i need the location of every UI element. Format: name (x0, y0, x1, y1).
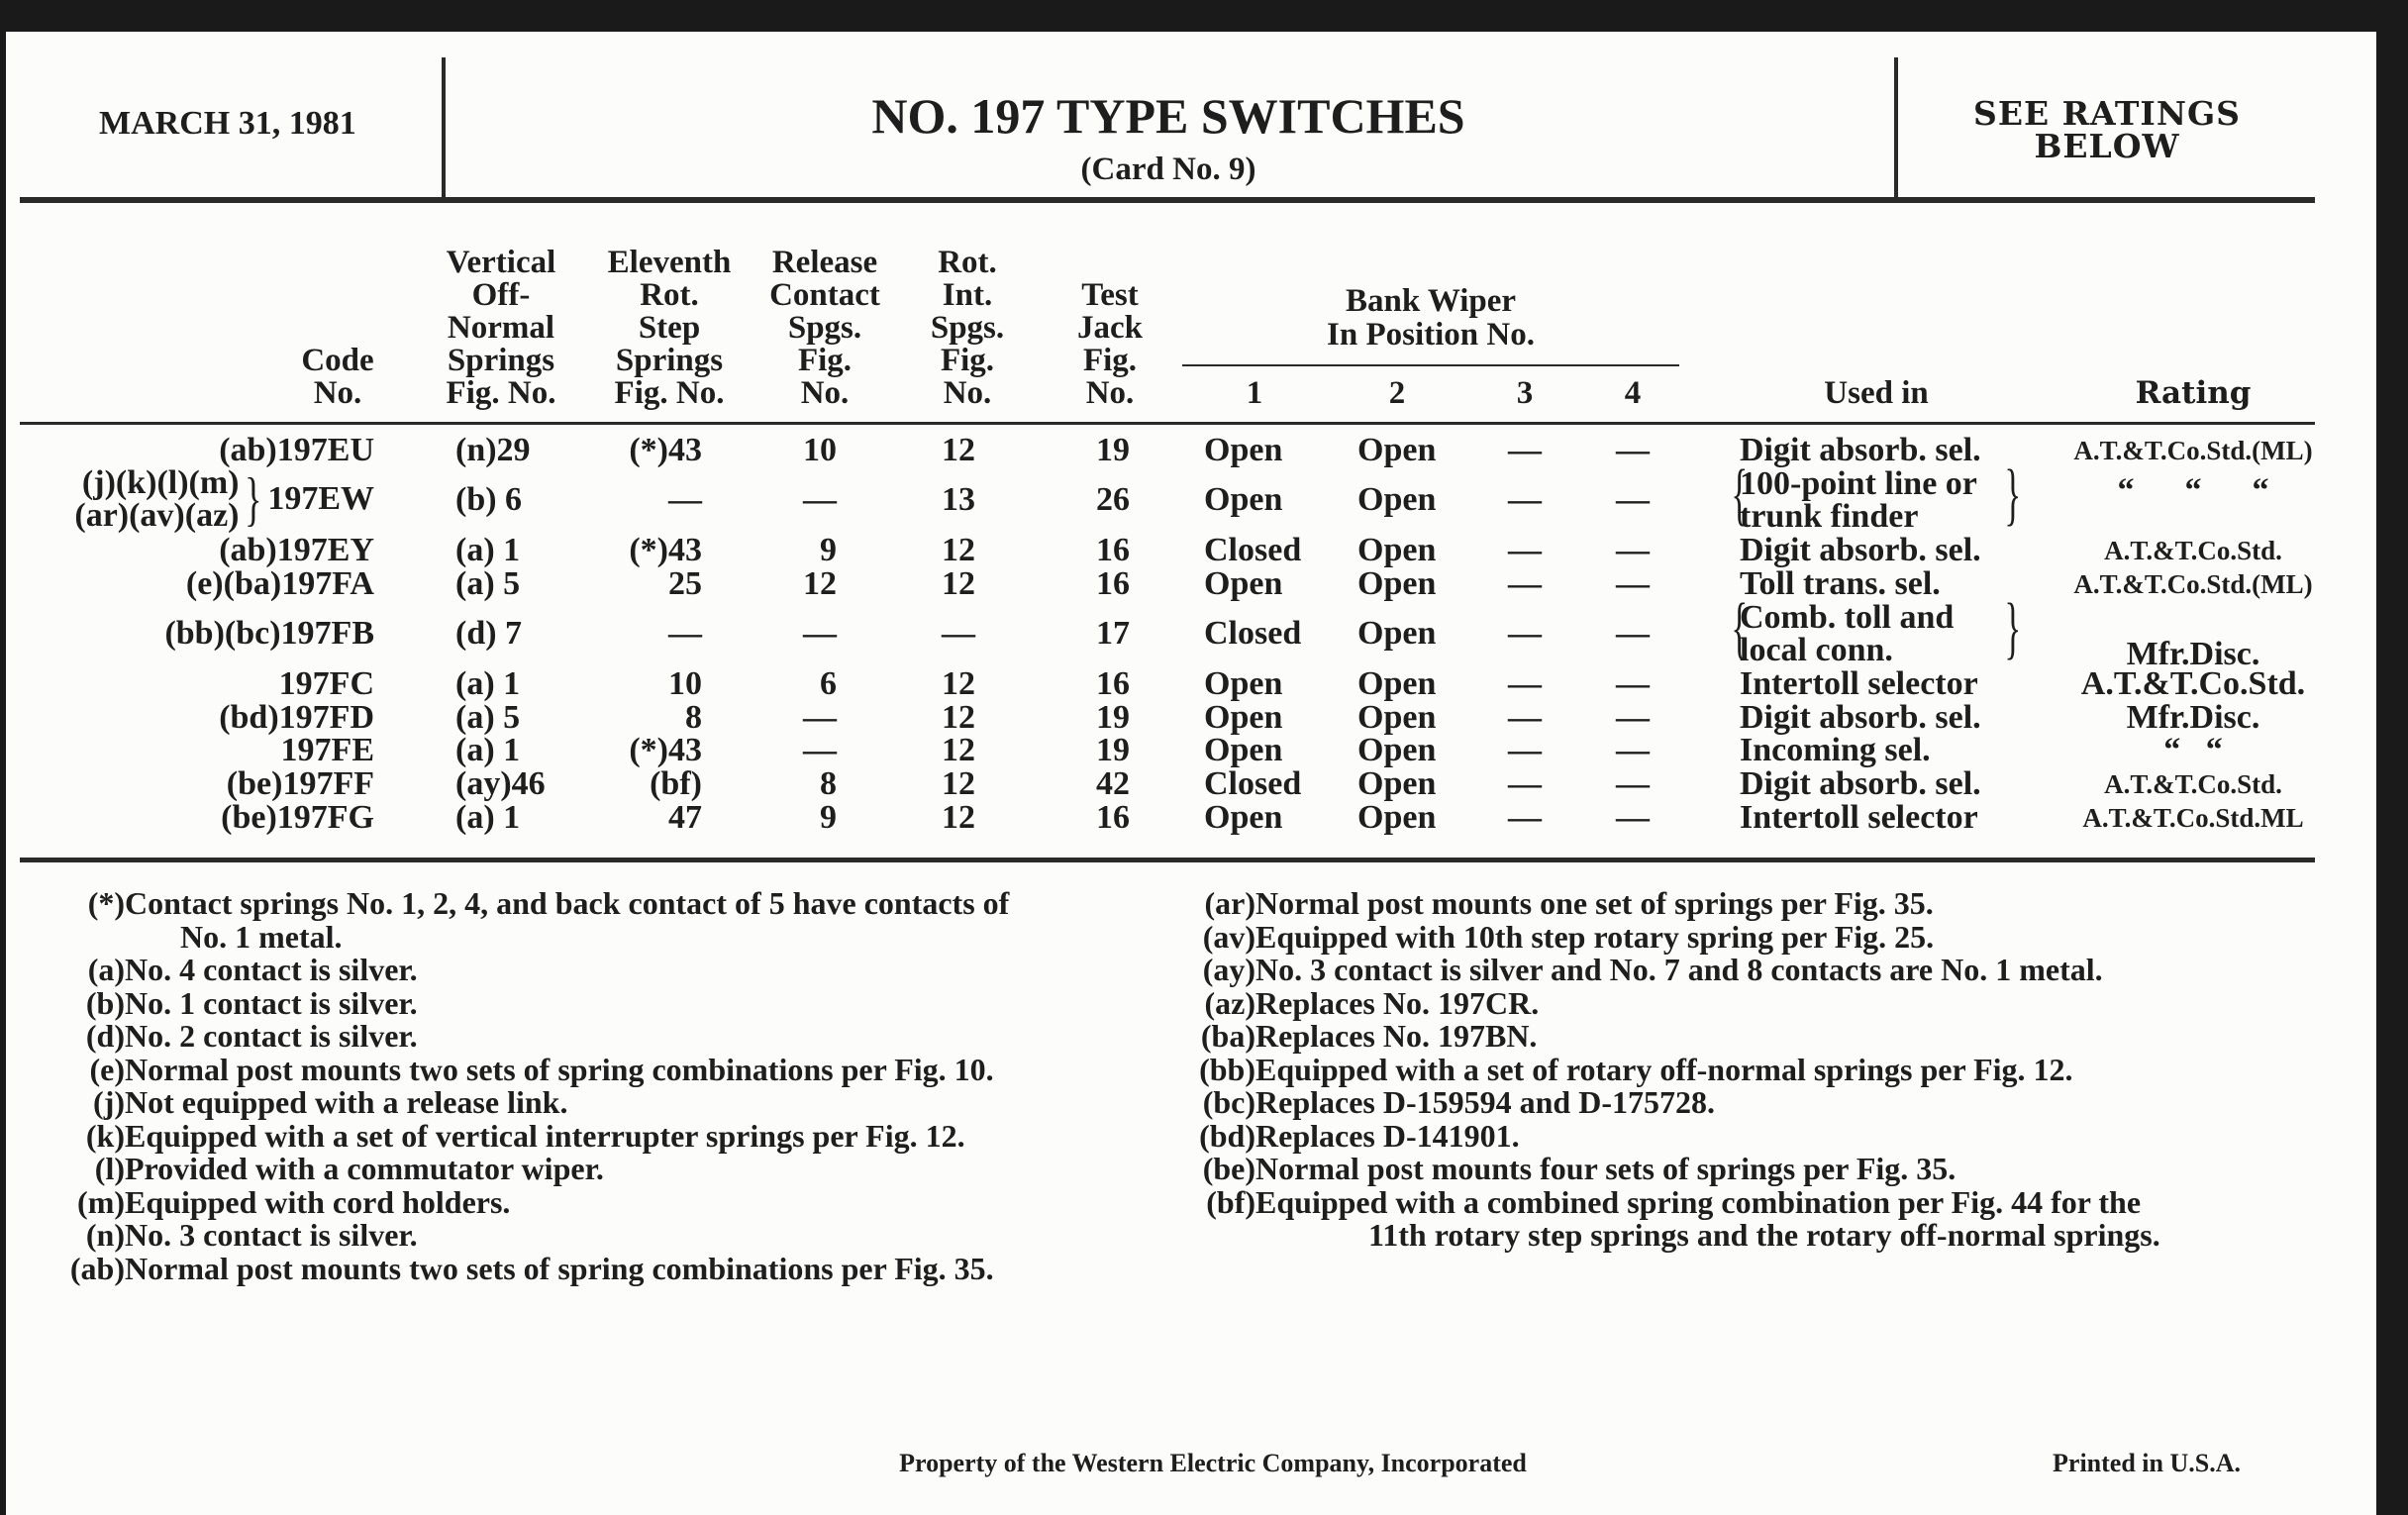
column-header-bank-position: 2 (1388, 375, 1406, 411)
column-header-code: No. (313, 375, 362, 411)
bank-position-2-cell: Open (1357, 481, 1437, 518)
used-in-cell: local conn. (1740, 632, 1893, 668)
footnote-text: Equipped with a set of vertical interrupter springs per Fig. 12. (125, 1117, 965, 1154)
footnote-text: Normal post mounts two sets of spring combinations per Fig. 10. (125, 1051, 994, 1087)
rating-cell: Mfr.Disc. (2126, 636, 2260, 672)
code-prefix: (ab) (219, 532, 277, 568)
used-in-cell: trunk finder (1740, 498, 1919, 535)
rot-int-cell: 12 (942, 432, 975, 468)
test-jack-cell: 19 (1096, 699, 1130, 736)
used-in-cell: Digit absorb. sel. (1740, 765, 1981, 802)
column-header-release: Release (771, 245, 878, 280)
bank-position-1-cell: Open (1204, 665, 1283, 702)
column-header-eleventh: Fig. No. (614, 375, 725, 411)
vertical-springs-cell: (a) 1 (455, 732, 521, 768)
bank-position-2-cell: Open (1357, 699, 1437, 736)
bank-position-4-cell: — (1616, 481, 1650, 518)
eleventh-step-cell: 10 (668, 665, 702, 702)
eleventh-step-cell: — (668, 481, 702, 518)
vertical-springs-cell: (ay)46 (455, 765, 546, 802)
bank-position-2-cell: Open (1357, 565, 1437, 602)
footnote-text: No. 2 contact is silver. (125, 1018, 418, 1054)
column-header-eleventh: Step (638, 310, 701, 346)
footnote (1137, 954, 2103, 987)
footnote-text: No. 1 contact is silver. (125, 984, 418, 1021)
vertical-springs-cell: (b) 6 (455, 481, 523, 518)
column-header-eleventh: Springs (615, 343, 724, 378)
column-header-rot-int: Spgs. (930, 310, 1005, 346)
column-header-vertical: Vertical (446, 245, 556, 280)
footnote-label: (j) (93, 1084, 125, 1120)
footnote (6, 1086, 567, 1120)
used-in-cell: Intertoll selector (1740, 799, 1978, 836)
bank-position-1-cell: Open (1204, 432, 1283, 468)
page-title: NO. 197 TYPE SWITCHES (871, 88, 1465, 144)
bank-position-2-cell: Open (1357, 799, 1437, 836)
code-number: 197FF (282, 765, 374, 802)
eleventh-step-cell: 25 (668, 565, 702, 602)
footnote-text: Normal post mounts two sets of spring combinations per Fig. 35. (125, 1250, 994, 1286)
bank-position-3-cell: — (1508, 699, 1542, 736)
code-cell (227, 767, 374, 801)
bank-position-3-cell: — (1508, 615, 1542, 652)
used-in-cell: Digit absorb. sel. (1740, 699, 1981, 736)
vertical-springs-cell: (d) 7 (455, 615, 523, 652)
footnote (1137, 1086, 1715, 1120)
rating-cell: A.T.&T.Co.Std. (2080, 665, 2306, 702)
vertical-springs-cell: (n)29 (455, 432, 531, 468)
code-cell (221, 801, 374, 835)
footnote-label: (bc) (1202, 1084, 1255, 1120)
column-header-release: Fig. (797, 343, 853, 378)
column-header-rot-int: Rot. (938, 245, 997, 280)
footnote (1137, 887, 1934, 921)
brace-right-icon: } (2004, 456, 2022, 533)
release-contact-cell: 9 (820, 799, 837, 836)
bank-position-3-cell: — (1508, 665, 1542, 702)
release-contact-cell: — (803, 481, 837, 518)
code-cell (219, 701, 374, 735)
footnote (6, 1020, 418, 1054)
footnote-label: (e) (89, 1051, 125, 1087)
bank-position-2-cell: Open (1357, 432, 1437, 468)
column-header-vertical: Normal (447, 310, 555, 346)
release-contact-cell: 8 (820, 765, 837, 802)
code-cell (164, 617, 374, 651)
code-cell (74, 466, 374, 532)
code-prefix: (be) (221, 799, 277, 836)
column-header-release: No. (800, 375, 850, 411)
code-number: 197FE (280, 732, 374, 768)
rating-cell: A.T.&T.Co.Std. (2104, 536, 2282, 565)
bank-position-1-cell: Closed (1204, 615, 1302, 652)
footnote (6, 1219, 418, 1253)
bank-position-2-cell: Open (1357, 532, 1437, 568)
footnote-label: (ab) (69, 1250, 125, 1286)
bank-position-3-cell: — (1508, 532, 1542, 568)
header-rule (20, 197, 2315, 203)
bank-position-1-cell: Closed (1204, 765, 1302, 802)
code-cell (219, 434, 374, 467)
rating-cell: “ “ (2163, 732, 2223, 768)
rating-cell: A.T.&T.Co.Std.(ML) (2073, 436, 2313, 465)
bank-position-1-cell: Open (1204, 565, 1283, 602)
footnote (1137, 1117, 1520, 1154)
column-header-eleventh: Eleventh (607, 245, 732, 280)
column-header-rot-int: Int. (942, 277, 993, 313)
column-header-eleventh: Rot. (640, 277, 699, 313)
eleventh-step-cell: (bf) (650, 765, 702, 802)
code-prefix (74, 466, 239, 532)
eleventh-step-cell: 47 (668, 799, 702, 836)
column-header-bank-position: 3 (1516, 375, 1534, 411)
bank-position-2-cell: Open (1357, 765, 1437, 802)
column-header-used-in: Used in (1824, 375, 1929, 411)
bank-position-3-cell: — (1508, 481, 1542, 518)
footnote (6, 984, 418, 1021)
column-header-bank-position: 1 (1246, 375, 1263, 411)
card-date: MARCH 31, 1981 (99, 105, 356, 142)
brace-left-icon: { (1731, 590, 1749, 666)
footnote (1137, 1183, 2142, 1220)
rot-int-cell: 12 (942, 732, 975, 768)
footnote-label: (av) (1202, 918, 1255, 955)
rating-cell: A.T.&T.Co.Std.(ML) (2073, 569, 2313, 599)
footnote-text: Equipped with 10th step rotary spring per Fig. 25. (1255, 918, 1935, 955)
test-jack-cell: 26 (1096, 481, 1130, 518)
test-jack-cell: 19 (1096, 732, 1130, 768)
column-header-release: Spgs. (787, 310, 862, 346)
footnote (1137, 984, 1540, 1021)
bank-wiper-rule (1182, 364, 1679, 366)
column-header-bank-wiper: In Position No. (1327, 317, 1535, 353)
footnote (6, 1153, 604, 1186)
footnote-text: Replaces D-159594 and D-175728. (1255, 1084, 1715, 1120)
footnote-label: (ay) (1202, 952, 1255, 987)
rot-int-cell: 12 (942, 765, 975, 802)
bank-position-4-cell: — (1616, 615, 1650, 652)
code-number: 197FC (278, 665, 374, 702)
rating-cell: “ “ “ (2117, 472, 2269, 509)
bank-position-4-cell: — (1616, 565, 1650, 602)
brace-right-icon: } (2004, 590, 2022, 666)
footnote-text: Normal post mounts one set of springs per Fig. 35. (1255, 885, 1934, 921)
code-number: 197FD (278, 699, 374, 736)
footnote-text: Replaces No. 197BN. (1255, 1018, 1538, 1054)
release-contact-cell: — (803, 732, 837, 768)
rating-cell: Mfr.Disc. (2126, 699, 2260, 736)
footnote (1137, 918, 1935, 955)
ratings-note-line1: SEE RATINGS (1972, 94, 2242, 133)
code-number: 197FA (281, 565, 374, 602)
code-prefix-line: (ar)(av)(az) (74, 497, 240, 534)
footnote-label: (bf) (1206, 1183, 1255, 1220)
column-header-test-jack: Test (1081, 277, 1139, 313)
footer-property: Property of the Western Electric Company, Incorporated (899, 1449, 1527, 1477)
footnote-text: Replaces No. 197CR. (1255, 984, 1540, 1021)
bank-position-3-cell: — (1508, 732, 1542, 768)
footnote-label: (*) (87, 885, 125, 921)
footnote (6, 1250, 994, 1286)
release-contact-cell: — (803, 699, 837, 736)
code-number: 197FB (280, 615, 374, 652)
footnote-text: No. 4 contact is silver. (125, 952, 418, 987)
bank-position-4-cell: — (1616, 799, 1650, 836)
vertical-springs-cell: (a) 1 (455, 665, 521, 702)
column-header-bank-position: 4 (1624, 375, 1642, 411)
footnote-text: Provided with a commutator wiper. (125, 1151, 604, 1186)
test-jack-cell: 19 (1096, 432, 1130, 468)
bank-position-2-cell: Open (1357, 665, 1437, 702)
footnote (6, 1051, 994, 1087)
bank-position-3-cell: — (1508, 799, 1542, 836)
column-header-test-jack: No. (1085, 375, 1135, 411)
code-number: 197EU (276, 432, 374, 468)
test-jack-cell: 16 (1096, 799, 1130, 836)
vertical-springs-cell: (a) 5 (455, 699, 521, 736)
used-in-cell: Comb. toll and (1740, 599, 1955, 636)
column-header-rating: Rating (2135, 375, 2252, 411)
rot-int-cell: 12 (942, 565, 975, 602)
bank-position-3-cell: — (1508, 432, 1542, 468)
column-header-release: Contact (769, 277, 880, 313)
bank-position-3-cell: — (1508, 765, 1542, 802)
footnote-continuation: 11th rotary step springs and the rotary off-normal springs. (1368, 1217, 2160, 1253)
vertical-springs-cell: (a) 1 (455, 799, 521, 836)
column-header-test-jack: Jack (1077, 310, 1143, 346)
code-number: 197EY (276, 532, 374, 568)
footnote-text: Replaces D-141901. (1255, 1117, 1520, 1154)
bank-position-2-cell: Open (1357, 615, 1437, 652)
used-in-cell: Incoming sel. (1740, 732, 1931, 768)
column-header-bank-wiper: Bank Wiper (1345, 283, 1517, 319)
footnote-text: No. 3 contact is silver and No. 7 and 8 contacts are No. 1 metal. (1255, 952, 2103, 987)
column-header-rot-int: Fig. (940, 343, 995, 378)
footnote-label: (ar) (1204, 885, 1255, 921)
column-header-test-jack: Fig. (1082, 343, 1138, 378)
rot-int-cell: 12 (942, 699, 975, 736)
footnote (6, 887, 1009, 921)
code-prefix: (bd) (219, 699, 279, 736)
footnote (1137, 1020, 1537, 1054)
test-jack-cell: 17 (1096, 615, 1130, 652)
rot-int-cell: 13 (942, 481, 975, 518)
footnote-text: Contact springs No. 1, 2, 4, and back contact of 5 have contacts of (125, 885, 1010, 921)
bank-position-4-cell: — (1616, 732, 1650, 768)
ratings-note-line2: BELOW (2034, 127, 2180, 165)
rating-cell: A.T.&T.Co.Std. (2104, 769, 2282, 799)
eleventh-step-cell: (*)43 (629, 732, 702, 768)
footnote-label: (d) (85, 1018, 125, 1054)
test-jack-cell: 16 (1096, 665, 1130, 702)
footnote-label: (k) (85, 1117, 125, 1154)
bank-position-4-cell: — (1616, 699, 1650, 736)
footnote-label: (b) (85, 984, 125, 1021)
eleventh-step-cell: (*)43 (629, 432, 702, 468)
footnote (1137, 1153, 1956, 1186)
footnote-label: (bd) (1199, 1117, 1255, 1154)
rating-cell: A.T.&T.Co.Std.ML (2082, 803, 2304, 833)
vertical-springs-cell: (a) 1 (455, 532, 521, 568)
card-number: (Card No. 9) (1080, 152, 1256, 187)
used-in-cell: 100-point line or (1740, 465, 1977, 502)
footnote-text: No. 3 contact is silver. (125, 1217, 418, 1253)
footnote-label: (ba) (1200, 1018, 1255, 1054)
release-contact-cell: 10 (803, 432, 837, 468)
footnote-label: (az) (1204, 984, 1255, 1021)
bank-position-1-cell: Open (1204, 481, 1283, 518)
footnote-continuation: No. 1 metal. (180, 918, 343, 955)
test-jack-cell: 16 (1096, 532, 1130, 568)
header-divider-left (442, 57, 446, 198)
bank-position-1-cell: Open (1204, 732, 1283, 768)
header-divider-right (1894, 57, 1898, 198)
footnote (6, 1183, 511, 1220)
column-header-rot-int: No. (943, 375, 992, 411)
table-bottom-rule (20, 858, 2315, 862)
footnote (1137, 1051, 2073, 1087)
column-header-code: Code (301, 343, 374, 378)
table-header-rule (20, 422, 2315, 425)
bank-position-4-cell: — (1616, 665, 1650, 702)
column-header-vertical: Springs (447, 343, 555, 378)
release-contact-cell: 9 (820, 532, 837, 568)
footnote (6, 1117, 965, 1154)
footnote-text: Normal post mounts four sets of springs per Fig. 35. (1255, 1151, 1956, 1186)
footnote-label: (m) (77, 1183, 125, 1220)
code-prefix: (be) (226, 765, 283, 802)
footnote-text: Not equipped with a release link. (125, 1084, 568, 1120)
release-contact-cell: 12 (803, 565, 837, 602)
footnote-text: Equipped with a combined spring combination per Fig. 44 for the (1255, 1183, 2142, 1220)
bank-position-1-cell: Closed (1204, 532, 1302, 568)
footnote-text: Equipped with cord holders. (125, 1183, 511, 1220)
rot-int-cell: — (942, 615, 975, 652)
brace-left-icon: { (1731, 456, 1749, 533)
footnote-label: (n) (85, 1217, 125, 1253)
rot-int-cell: 12 (942, 799, 975, 836)
code-prefix-line: (j)(k)(l)(m) (81, 464, 240, 501)
release-contact-cell: 6 (820, 665, 837, 702)
code-cell (281, 734, 374, 767)
used-in-cell: Digit absorb. sel. (1740, 532, 1981, 568)
code-prefix: (e)(ba) (185, 565, 282, 602)
eleventh-step-cell: 8 (685, 699, 702, 736)
release-contact-cell: — (803, 615, 837, 652)
bank-position-4-cell: — (1616, 432, 1650, 468)
footnote-label: (bb) (1199, 1051, 1255, 1087)
column-header-vertical: Off- (471, 277, 531, 313)
code-number: 197FG (276, 799, 374, 836)
code-cell (279, 667, 374, 701)
footnote (6, 954, 418, 987)
footnote-label: (be) (1202, 1151, 1255, 1186)
vertical-springs-cell: (a) 5 (455, 565, 521, 602)
bank-position-1-cell: Open (1204, 799, 1283, 836)
code-number: 197EW (267, 480, 374, 517)
brace: } (245, 466, 262, 532)
eleventh-step-cell: — (668, 615, 702, 652)
footnote-label: (a) (87, 952, 125, 987)
footer-printed: Printed in U.S.A. (2053, 1449, 2241, 1477)
used-in-cell: Digit absorb. sel. (1740, 432, 1981, 468)
bank-position-4-cell: — (1616, 532, 1650, 568)
footnote-label: (l) (94, 1151, 125, 1186)
test-jack-cell: 16 (1096, 565, 1130, 602)
code-prefix: (bb)(bc) (164, 615, 281, 652)
bank-position-4-cell: — (1616, 765, 1650, 802)
column-header-vertical: Fig. No. (446, 375, 556, 411)
used-in-cell: Intertoll selector (1740, 665, 1978, 702)
test-jack-cell: 42 (1096, 765, 1130, 802)
code-cell (186, 567, 374, 601)
code-cell (219, 534, 374, 567)
bank-position-1-cell: Open (1204, 699, 1283, 736)
rot-int-cell: 12 (942, 532, 975, 568)
bank-position-3-cell: — (1508, 565, 1542, 602)
eleventh-step-cell: (*)43 (629, 532, 702, 568)
code-prefix: (ab) (219, 432, 277, 468)
bank-position-2-cell: Open (1357, 732, 1437, 768)
footnote-text: Equipped with a set of rotary off-normal springs per Fig. 12. (1255, 1051, 2073, 1087)
rot-int-cell: 12 (942, 665, 975, 702)
used-in-cell: Toll trans. sel. (1740, 565, 1941, 602)
